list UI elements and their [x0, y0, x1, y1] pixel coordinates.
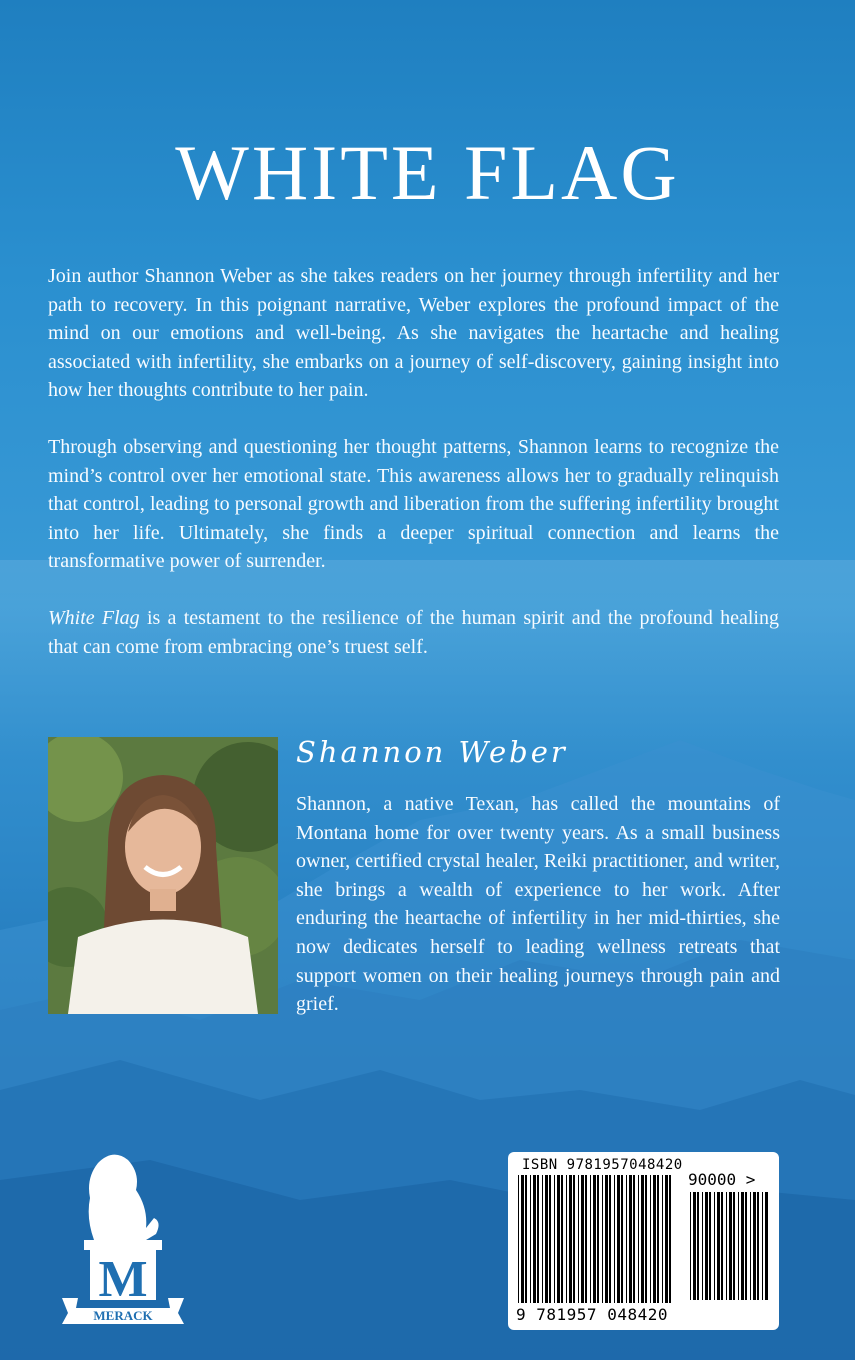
barcode-bar: [657, 1175, 659, 1303]
barcode-bar: [662, 1175, 663, 1303]
blurb-paragraph-1: Join author Shannon Weber as she takes readers on her journey through infertility and her path to recovery. In this poignant narrative, Weber explores the profound impact of the mind on our emotions and well-being. As she navigates the heartache and healing associated with infertility, she embarks on a journey of self-discovery, gaining insight into how her thoughts contribute to her pain.: [48, 265, 779, 402]
barcode-bar: [738, 1192, 739, 1300]
blurb-paragraph-3-text: is a testament to the resilience of the human spirit and the profound healing that can come from embracing one’s truest self.: [48, 606, 779, 658]
barcode-bar: [530, 1175, 531, 1303]
barcode-bar: [629, 1175, 632, 1303]
barcode-bar: [693, 1192, 696, 1300]
barcode-bar: [745, 1192, 747, 1300]
barcode-bar: [566, 1175, 567, 1303]
blurb-paragraph-2: Through observing and questioning her thought patterns, Shannon learns to recognize the mind’s control over her emotional state. This awareness allows her to gradually relinquish that control, leading to personal growth and liberation from the suffering infertility brought into her life. Ultimately, she finds a deeper spiritual connection and learns the transformative power of surrender.: [48, 435, 779, 573]
barcode-bar: [626, 1175, 627, 1303]
barcode-bar: [753, 1192, 756, 1300]
barcode-bar: [585, 1175, 587, 1303]
barcode-bar: [533, 1175, 536, 1303]
barcode-bar: [705, 1192, 708, 1300]
barcode-bar: [762, 1192, 763, 1300]
back-cover-blurb: [48, 262, 779, 689]
author-bio: Shannon, a native Texan, has called the mountains of Montana home for over twenty years. As a small business owner, certified crystal healer, Reiki practitioner, and writer, she brings a wealth of experience to her work. After enduring the heartache of infertility in her mid-thirties, she now dedicates herself to leading wellness retreats that support women on their healing journeys through pain and grief.: [296, 793, 780, 1016]
barcode-bar: [726, 1192, 727, 1300]
ean-bars: [516, 1175, 676, 1303]
barcode-bar: [653, 1175, 656, 1303]
publisher-name: MERACK: [93, 1308, 153, 1323]
barcode-bar: [597, 1175, 599, 1303]
barcode-bar: [545, 1175, 548, 1303]
isbn-barcode: [508, 1152, 779, 1330]
barcode-bar: [621, 1175, 623, 1303]
barcode-bar: [638, 1175, 639, 1303]
barcode-bar: [709, 1192, 711, 1300]
author-photo: [48, 737, 278, 1014]
barcode-bar: [549, 1175, 551, 1303]
barcode-bar: [578, 1175, 579, 1303]
barcode-bar: [561, 1175, 563, 1303]
barcode-bar: [765, 1192, 768, 1300]
isbn-label: ISBN 9781957048420: [522, 1157, 683, 1173]
barcode-bar: [518, 1175, 519, 1303]
barcode-bar: [721, 1192, 723, 1300]
barcode-bar: [557, 1175, 560, 1303]
barcode-bar: [729, 1192, 732, 1300]
barcode-bar: [750, 1192, 751, 1300]
barcode-bar: [537, 1175, 539, 1303]
barcode-bar: [669, 1175, 671, 1303]
barcode-bar: [617, 1175, 620, 1303]
barcode-bar: [521, 1175, 524, 1303]
barcode-bar: [633, 1175, 635, 1303]
barcode-bar: [569, 1175, 572, 1303]
barcode-bar: [614, 1175, 615, 1303]
barcode-bar: [690, 1192, 691, 1300]
barcode-bar: [650, 1175, 651, 1303]
logo-letter: M: [98, 1251, 148, 1308]
addon-bars: [688, 1192, 770, 1300]
barcode-bar: [717, 1192, 720, 1300]
barcode-digits: 9 781957 048420: [516, 1305, 668, 1324]
author-signature: Shannon Weber: [296, 735, 568, 769]
barcode-bar: [605, 1175, 608, 1303]
barcode-bar: [593, 1175, 596, 1303]
barcode-bar: [542, 1175, 543, 1303]
barcode-bar: [641, 1175, 644, 1303]
barcode-bar: [554, 1175, 555, 1303]
barcode-bar: [665, 1175, 668, 1303]
barcode-bar: [645, 1175, 647, 1303]
barcode-bar: [702, 1192, 703, 1300]
barcode-bar: [714, 1192, 715, 1300]
merack-lion-logo: [58, 1148, 188, 1326]
barcode-bar: [581, 1175, 584, 1303]
barcode-bar: [573, 1175, 575, 1303]
blurb-paragraph-3: [48, 604, 779, 661]
book-title: WHITE FLAG: [175, 129, 680, 216]
barcode-bar: [757, 1192, 759, 1300]
barcode-bar: [733, 1192, 735, 1300]
barcode-bar: [609, 1175, 611, 1303]
barcode-bar: [697, 1192, 699, 1300]
barcode-bar: [525, 1175, 527, 1303]
barcode-bar: [602, 1175, 603, 1303]
price-code: 90000 >: [688, 1170, 756, 1189]
blurb-title-italic: White Flag: [48, 606, 140, 629]
barcode-bar: [741, 1192, 744, 1300]
barcode-bar: [590, 1175, 591, 1303]
